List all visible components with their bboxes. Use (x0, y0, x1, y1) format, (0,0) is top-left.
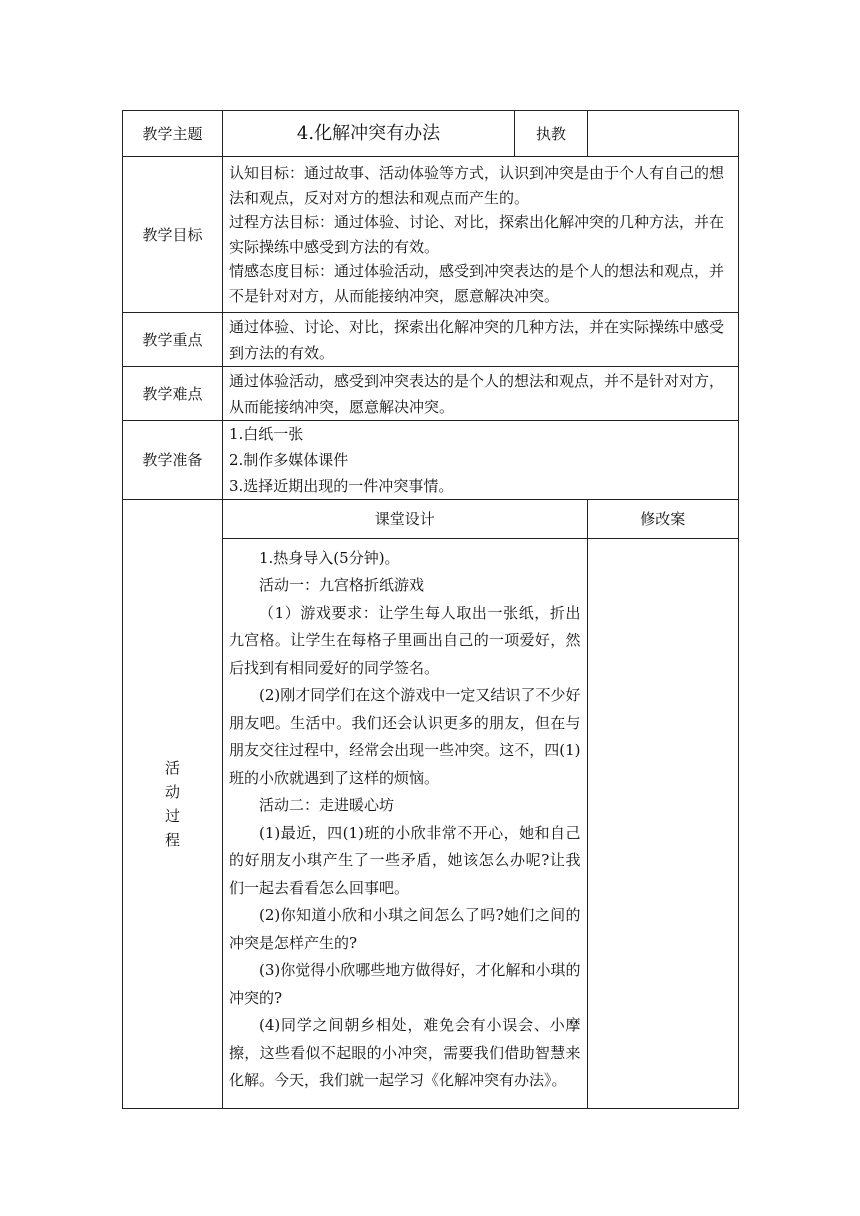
preparation-item: 2.制作多媒体课件 (229, 451, 349, 469)
design-paragraph: (2)刚才同学们在这个游戏中一定又结识了不少好朋友吧。生活中。我们还会认识更多的朋友，但在与朋友交往过程中，经常会出现一些冲突。这不，四(1)班的小欣就遇到了这样的烦恼。 (229, 686, 581, 787)
objective-process: 过程方法目标：通过体验、讨论、对比，探索出化解冲突的几种方法，并在实际操练中感受到方法的有效。 (229, 213, 725, 256)
process-label (123, 500, 223, 1109)
difficulties-row (123, 367, 739, 421)
revision-content (587, 538, 738, 1108)
teacher-label: 执教 (515, 111, 588, 157)
key-points-row (123, 313, 739, 367)
preparation-row (123, 421, 739, 500)
key-points-label: 教学重点 (123, 313, 223, 367)
objectives-content (223, 157, 739, 313)
key-points-text: 通过体验、讨论、对比，探索出化解冲突的几种方法，并在实际操练中感受到方法的有效。 (223, 313, 739, 367)
design-paragraph: (4)同学之间朝乡相处，难免会有小误会、小摩擦，这些看似不起眼的小冲突，需要我们借助智慧来化解。今天，我们就一起学习《化解冲突有办法》。 (229, 1016, 581, 1089)
process-content (223, 500, 739, 1109)
preparation-content (223, 421, 739, 500)
revision-header: 修改案 (587, 500, 738, 538)
topic-value: 4.化解冲突有办法 (223, 111, 515, 157)
process-inner-table (223, 500, 738, 1108)
preparation-label: 教学准备 (123, 421, 223, 500)
process-label-char: 过 (164, 807, 180, 825)
objectives-label: 教学目标 (123, 157, 223, 313)
objective-emotion: 情感态度目标：通过体验活动，感受到冲突表达的是个人的想法和观点，并不是针对对方，从而能接纳冲突，愿意解决冲突。 (229, 262, 725, 305)
design-paragraph: 活动二：走进暖心坊 (259, 796, 395, 814)
classroom-design (223, 538, 587, 1108)
process-label-char: 程 (164, 831, 180, 849)
teacher-value (588, 111, 739, 157)
preparation-item: 1.白纸一张 (229, 425, 304, 443)
objectives-row (123, 157, 739, 313)
objective-cognitive: 认知目标：通过故事、活动体验等方式，认识到冲突是由于个人有自己的想法和观点，反对对方的想法和观点而产生的。 (229, 164, 725, 207)
process-label-char: 动 (164, 783, 180, 801)
process-body-row (223, 538, 738, 1108)
preparation-item: 3.选择近期出现的一件冲突事情。 (229, 477, 454, 495)
lesson-plan-table (122, 110, 739, 1109)
design-paragraph: 活动一：九宫格折纸游戏 (259, 576, 425, 594)
design-header: 课堂设计 (223, 500, 587, 538)
design-paragraph: 1.热身导入(5分钟)。 (259, 548, 400, 567)
design-paragraph: (3)你觉得小欣哪些地方做得好，才化解和小琪的冲突的? (229, 961, 581, 1007)
design-paragraph: （1）游戏要求：让学生每人取出一张纸，折出九宫格。让学生在每格子里画出自己的一项爱好，然后找到有相同爱好的同学签名。 (229, 603, 581, 677)
topic-label: 教学主题 (123, 111, 223, 157)
design-paragraph: (2)你知道小欣和小琪之间怎么了吗?她们之间的冲突是怎样产生的? (229, 906, 581, 952)
process-header-row (223, 500, 738, 538)
design-paragraph: (1)最近，四(1)班的小欣非常不开心，她和自己的好朋友小琪产生了一些矛盾，她该怎么办呢?让我们一起去看看怎么回事吧。 (229, 823, 581, 897)
process-row (123, 500, 739, 1109)
process-label-char: 活 (164, 759, 180, 777)
difficulties-text: 通过体验活动，感受到冲突表达的是个人的想法和观点，并不是针对对方，从而能接纳冲突，愿意解决冲突。 (223, 367, 739, 421)
difficulties-label: 教学难点 (123, 367, 223, 421)
topic-row (123, 111, 739, 157)
